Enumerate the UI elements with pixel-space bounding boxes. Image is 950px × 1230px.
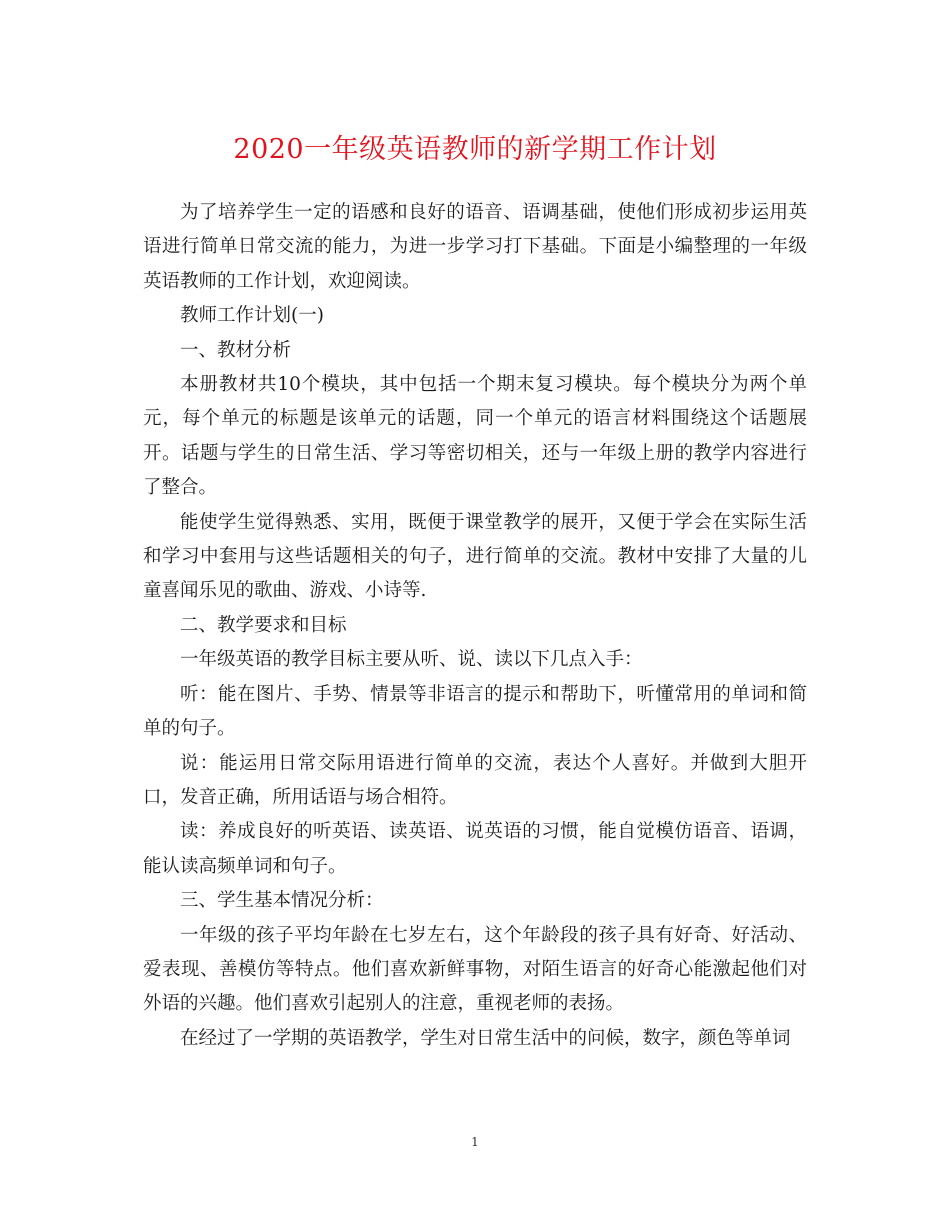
paragraph-textbook-practical: 能使学生觉得熟悉、实用，既便于课堂教学的展开，又便于学会在实际生活和学习中套用与这些话题相关的句子，进行简单的交流。教材中安排了大量的儿童喜闻乐见的歌曲、游戏、小诗等.: [143, 511, 807, 602]
page-number: 1: [471, 1135, 479, 1149]
paragraph-textbook-content: 本册教材共10个模块，其中包括一个期末复习模块。每个模块分为两个单元，每个单元的标题是该单元的话题，同一个单元的语言材料围绕这个话题展开。话题与学生的日常生活、学习等密切相关，还与一年级上册的教学内容进行了整合。: [143, 374, 807, 499]
paragraph-goals-intro: 一年级英语的教学目标主要从听、说、读以下几点入手：: [180, 649, 643, 671]
paragraph-student-traits: 一年级的孩子平均年龄在七岁左右，这个年龄段的孩子具有好奇、好活动、爱表现、善模仿等特点。他们喜欢新鲜事物，对陌生语言的好奇心能激起他们对外语的兴趣。他们喜欢引起别人的注意，重视老师的表扬。: [143, 924, 807, 1015]
paragraph-student-progress: 在经过了一学期的英语教学，学生对日常生活中的问候，数字，颜色等单词: [180, 1027, 791, 1049]
heading-plan-one: 教师工作计划(一): [180, 305, 324, 327]
paragraph-goal-reading: 读：养成良好的听英语、读英语、说英语的习惯，能自觉模仿语音、语调，能认读高频单词和句子。: [143, 821, 807, 877]
heading-teaching-goals: 二、教学要求和目标: [180, 614, 347, 636]
document-body: [143, 196, 807, 1056]
paragraph-intro: 为了培养学生一定的语感和良好的语音、语调基础，使他们形成初步运用英语进行简单日常交流的能力，为进一步学习打下基础。下面是小编整理的一年级英语教师的工作计划，欢迎阅读。: [143, 202, 807, 292]
heading-textbook-analysis: 一、教材分析: [180, 339, 292, 361]
paragraph-goal-speaking: 说：能运用日常交际用语进行简单的交流，表达个人喜好。并做到大胆开口，发音正确，所用话语与场合相符。: [143, 752, 807, 808]
heading-student-analysis: 三、学生基本情况分析：: [180, 890, 384, 912]
paragraph-goal-listening: 听：能在图片、手势、情景等非语言的提示和帮助下，听懂常用的单词和简单的句子。: [143, 683, 807, 740]
document-title: 2020一年级英语教师的新学期工作计划: [233, 134, 717, 165]
